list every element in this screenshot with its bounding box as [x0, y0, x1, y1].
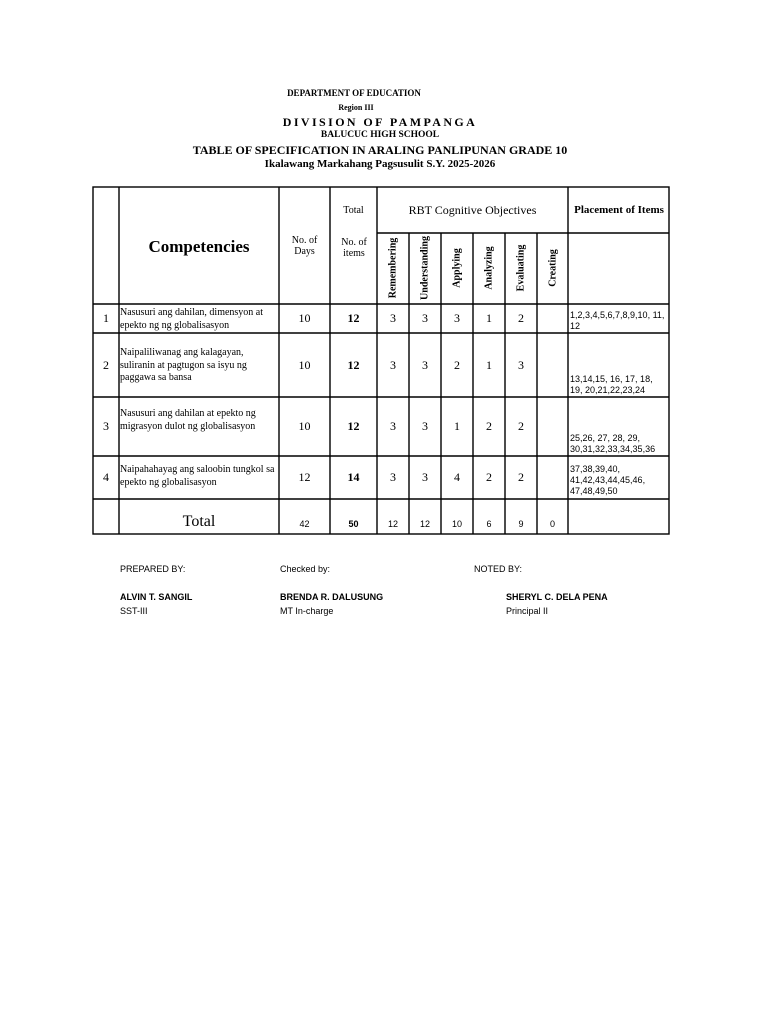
row-applying: 2: [454, 357, 460, 372]
noted-by-label: NOTED BY:: [474, 564, 523, 574]
row-analyzing: 1: [486, 357, 492, 372]
row-remembering: 3: [390, 357, 396, 372]
rbt-remembering-label: Remembering: [387, 237, 399, 299]
row-number: 1: [103, 311, 109, 325]
noted-by-name: SHERYL C. DELA PENA: [506, 592, 608, 602]
row-competency: Nasusuri ang dahilan at epekto ng migrasyon dulot ng globalisasyon: [120, 408, 256, 432]
header-total: Total: [343, 204, 364, 216]
school-name: BALUCUC HIGH SCHOOL: [320, 130, 440, 140]
header-rbt: RBT Cognitive Objectives: [408, 202, 537, 217]
row-days: 10: [298, 311, 311, 325]
row-remembering: 3: [390, 311, 396, 325]
row-understanding: 3: [422, 357, 428, 372]
header-days: No. of Days: [291, 235, 318, 257]
row-creating: [537, 456, 568, 499]
total-applying: 10: [451, 519, 462, 529]
row-applying: 4: [454, 470, 460, 484]
row-evaluating: 2: [518, 470, 524, 484]
total-items: 50: [348, 519, 359, 529]
row-analyzing: 2: [486, 419, 492, 433]
rbt-analyzing-label: Analyzing: [483, 246, 495, 290]
row-number: 2: [103, 357, 109, 372]
total-creating: 0: [549, 519, 555, 529]
row-understanding: 3: [422, 470, 428, 484]
row-analyzing: 2: [486, 470, 492, 484]
checked-by-label: Checked by:: [280, 564, 331, 574]
department-title: DEPARTMENT OF EDUCATION: [287, 88, 421, 98]
row-days: 10: [298, 357, 311, 372]
header-competencies: Competencies: [148, 236, 250, 256]
row-competency: Naipahahayag ang saloobin tungkol sa epekto ng globalisasyon: [120, 464, 275, 488]
row-competency: Nasusuri ang dahilan, dimensyon at epekto ng ng globalisasyon: [120, 307, 264, 331]
total-label: Total: [182, 513, 216, 530]
row-competency: Naipaliliwanag ang kalagayan, suliranin at pagtugon sa isyu ng paggawa sa bansa: [120, 347, 247, 383]
row-understanding: 3: [422, 311, 428, 325]
checked-by-role: MT In-charge: [280, 606, 334, 616]
rbt-understanding-label: Understanding: [419, 236, 431, 300]
row-items: 12: [347, 419, 360, 433]
row-placement: 25,26, 27, 28, 29, 30,31,32,33,34,35,36: [570, 433, 656, 454]
row-evaluating: 3: [518, 357, 524, 372]
row-items: 12: [347, 311, 360, 325]
noted-by-role: Principal II: [506, 606, 549, 616]
row-days: 12: [298, 470, 311, 484]
row-evaluating: 2: [518, 311, 524, 325]
row-applying: 1: [454, 419, 460, 433]
row-placement: 13,14,15, 16, 17, 18, 19, 20,21,22,23,24: [570, 374, 653, 395]
rbt-evaluating-label: Evaluating: [515, 244, 527, 292]
exam-subtitle: Ikalawang Markahang Pagsusulit S.Y. 2025-2026: [264, 158, 496, 170]
total-evaluating: 9: [518, 519, 524, 529]
prepared-by-name: ALVIN T. SANGIL: [120, 592, 193, 602]
rbt-applying-label: Applying: [451, 248, 463, 288]
prepared-by-role: SST-III: [120, 606, 148, 616]
total-remembering: 12: [387, 519, 398, 529]
row-items: 14: [347, 470, 360, 484]
row-remembering: 3: [390, 419, 396, 433]
row-placement: 37,38,39,40, 41,42,43,44,45,46, 47,48,49,50: [570, 464, 646, 496]
prepared-by-label: PREPARED BY:: [120, 564, 186, 574]
document-title: TABLE OF SPECIFICATION IN ARALING PANLIPUNAN GRADE 10: [192, 143, 568, 157]
total-days: 42: [299, 519, 310, 529]
header-items: No. of items: [341, 237, 367, 259]
checked-by-name: BRENDA R. DALUSUNG: [280, 592, 384, 602]
row-placement: 1,2,3,4,5,6,7,8,9,10, 11, 12: [570, 310, 665, 331]
row-applying: 3: [454, 311, 460, 325]
row-understanding: 3: [422, 419, 428, 433]
division-title: DIVISION OF PAMPANGA: [282, 115, 478, 129]
row-remembering: 3: [390, 470, 396, 484]
total-understanding: 12: [419, 519, 430, 529]
row-number: 3: [103, 419, 109, 433]
row-evaluating: 2: [518, 419, 524, 433]
rbt-creating-label: Creating: [547, 249, 559, 287]
row-creating: [537, 304, 568, 333]
row-days: 10: [298, 419, 311, 433]
row-number: 4: [103, 470, 109, 484]
region-title: Region III: [338, 103, 374, 112]
header-placement: Placement of Items: [574, 203, 664, 216]
row-analyzing: 1: [486, 311, 492, 325]
row-creating: [537, 333, 568, 397]
total-analyzing: 6: [486, 519, 492, 529]
row-items: 12: [347, 357, 360, 372]
row-creating: [537, 397, 568, 456]
